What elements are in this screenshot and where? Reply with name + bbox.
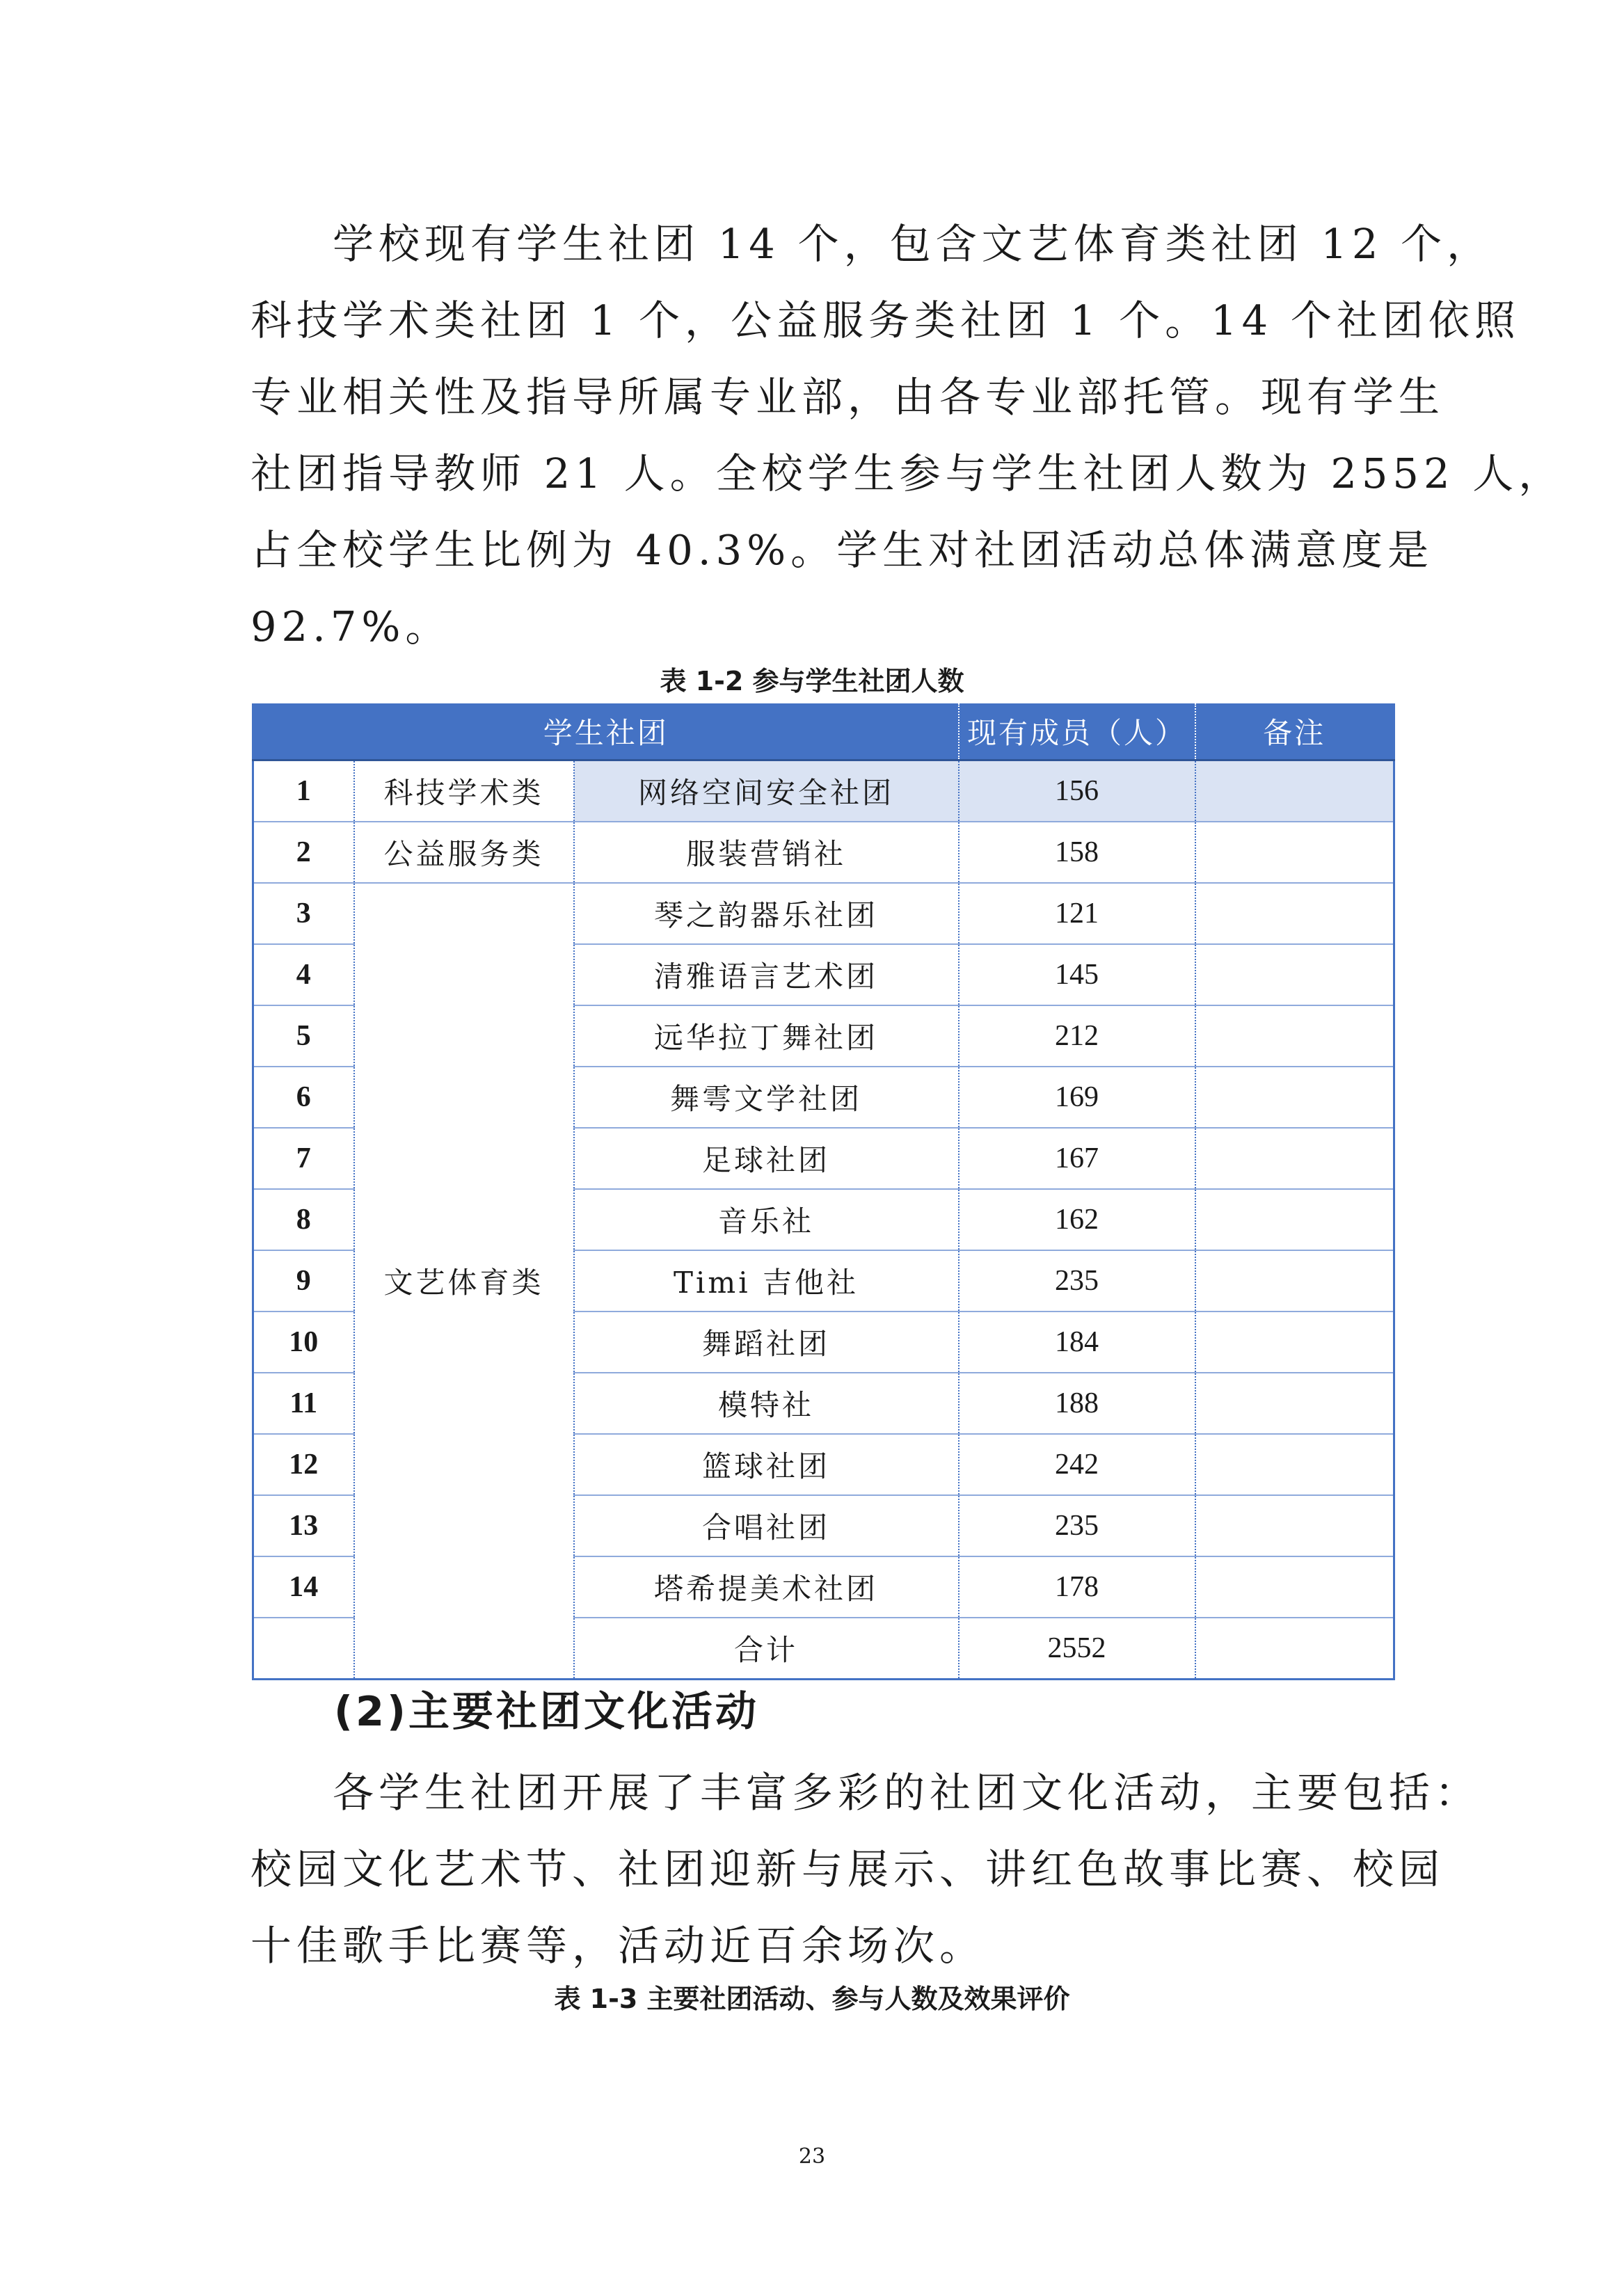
club-name: 清雅语言艺术团 [574,944,959,1005]
member-count: 212 [959,1005,1195,1067]
category-tech: 科技学术类 [354,760,574,822]
row-number: 10 [253,1312,354,1373]
row-number: 13 [253,1495,354,1556]
intro-paragraph [250,206,1565,665]
note-cell [1195,1618,1394,1680]
text-line: 92.7%。 [250,603,452,651]
category-service: 公益服务类 [354,822,574,883]
note-cell [1195,1556,1394,1618]
text-line: 各学生社团开展了丰富多彩的社团文化活动，主要包括： [333,1769,1481,1817]
row-number: 14 [253,1556,354,1618]
member-count: 167 [959,1128,1195,1189]
member-count: 184 [959,1312,1195,1373]
note-cell [1195,944,1394,1005]
row-number: 12 [253,1434,354,1495]
club-name: 模特社 [574,1373,959,1434]
total-label: 合计 [574,1618,959,1680]
text-line: 学校现有学生社团 14 个，包含文艺体育类社团 12 个， [333,220,1493,268]
activities-paragraph [250,1755,1481,1984]
club-name: 音乐社 [574,1189,959,1250]
category-arts: 文艺体育类 [354,883,574,1680]
club-name: 足球社团 [574,1128,959,1189]
note-cell [1195,1495,1394,1556]
row-number-empty [253,1618,354,1680]
table-1-3-caption: 表 1-3 主要社团活动、参与人数及效果评价 [554,1984,1070,2014]
text-line: 社团指导教师 21 人。全校学生参与学生社团人数为 2552 人， [250,449,1565,497]
club-name: 琴之韵器乐社团 [574,883,959,944]
club-members-table [252,703,1395,1680]
text-line: 科技学术类社团 1 个，公益服务类社团 1 个。14 个社团依照 [250,296,1520,344]
row-number: 11 [253,1373,354,1434]
club-name: Timi 吉他社 [574,1250,959,1312]
note-cell [1195,1250,1394,1312]
row-number: 5 [253,1005,354,1067]
member-count: 235 [959,1495,1195,1556]
row-number: 1 [253,760,354,822]
note-cell [1195,883,1394,944]
table-row [253,883,1394,944]
note-cell [1195,1128,1394,1189]
member-count: 145 [959,944,1195,1005]
note-cell [1195,760,1394,822]
note-cell [1195,1189,1394,1250]
text-line: 校园文化艺术节、社团迎新与展示、讲红色故事比赛、校园 [250,1845,1445,1893]
row-number: 3 [253,883,354,944]
member-count: 158 [959,822,1195,883]
member-count: 156 [959,760,1195,822]
member-count: 121 [959,883,1195,944]
club-name: 网络空间安全社团 [574,760,959,822]
club-name: 舞雩文学社团 [574,1067,959,1128]
club-name: 塔希提美术社团 [574,1556,959,1618]
member-count: 169 [959,1067,1195,1128]
member-count: 235 [959,1250,1195,1312]
table-1-2-caption: 表 1-2 参与学生社团人数 [660,666,964,696]
member-count: 162 [959,1189,1195,1250]
row-number: 7 [253,1128,354,1189]
table-row [253,760,1394,822]
row-number: 4 [253,944,354,1005]
club-name: 合唱社团 [574,1495,959,1556]
header-note: 备注 [1195,703,1394,760]
header-club: 学生社团 [253,703,959,760]
table-header-row [253,703,1394,760]
member-count: 188 [959,1373,1195,1434]
member-count: 178 [959,1556,1195,1618]
note-cell [1195,1312,1394,1373]
note-cell [1195,1067,1394,1128]
section-heading: (2)主要社团文化活动 [334,1687,759,1735]
text-line: 十佳歌手比赛等，活动近百余场次。 [250,1922,986,1970]
header-members: 现有成员（人） [959,703,1195,760]
note-cell [1195,1005,1394,1067]
club-name: 舞蹈社团 [574,1312,959,1373]
note-cell [1195,1373,1394,1434]
text-line: 占全校学生比例为 40.3%。学生对社团活动总体满意度是 [250,526,1434,574]
row-number: 9 [253,1250,354,1312]
table-row [253,822,1394,883]
row-number: 2 [253,822,354,883]
total-members: 2552 [959,1618,1195,1680]
text-line: 专业相关性及指导所属专业部，由各专业部托管。现有学生 [250,373,1445,421]
club-name: 服装营销社 [574,822,959,883]
club-name: 远华拉丁舞社团 [574,1005,959,1067]
note-cell [1195,822,1394,883]
note-cell [1195,1434,1394,1495]
club-name: 篮球社团 [574,1434,959,1495]
member-count: 242 [959,1434,1195,1495]
page-number: 23 [798,2144,826,2169]
row-number: 8 [253,1189,354,1250]
row-number: 6 [253,1067,354,1128]
